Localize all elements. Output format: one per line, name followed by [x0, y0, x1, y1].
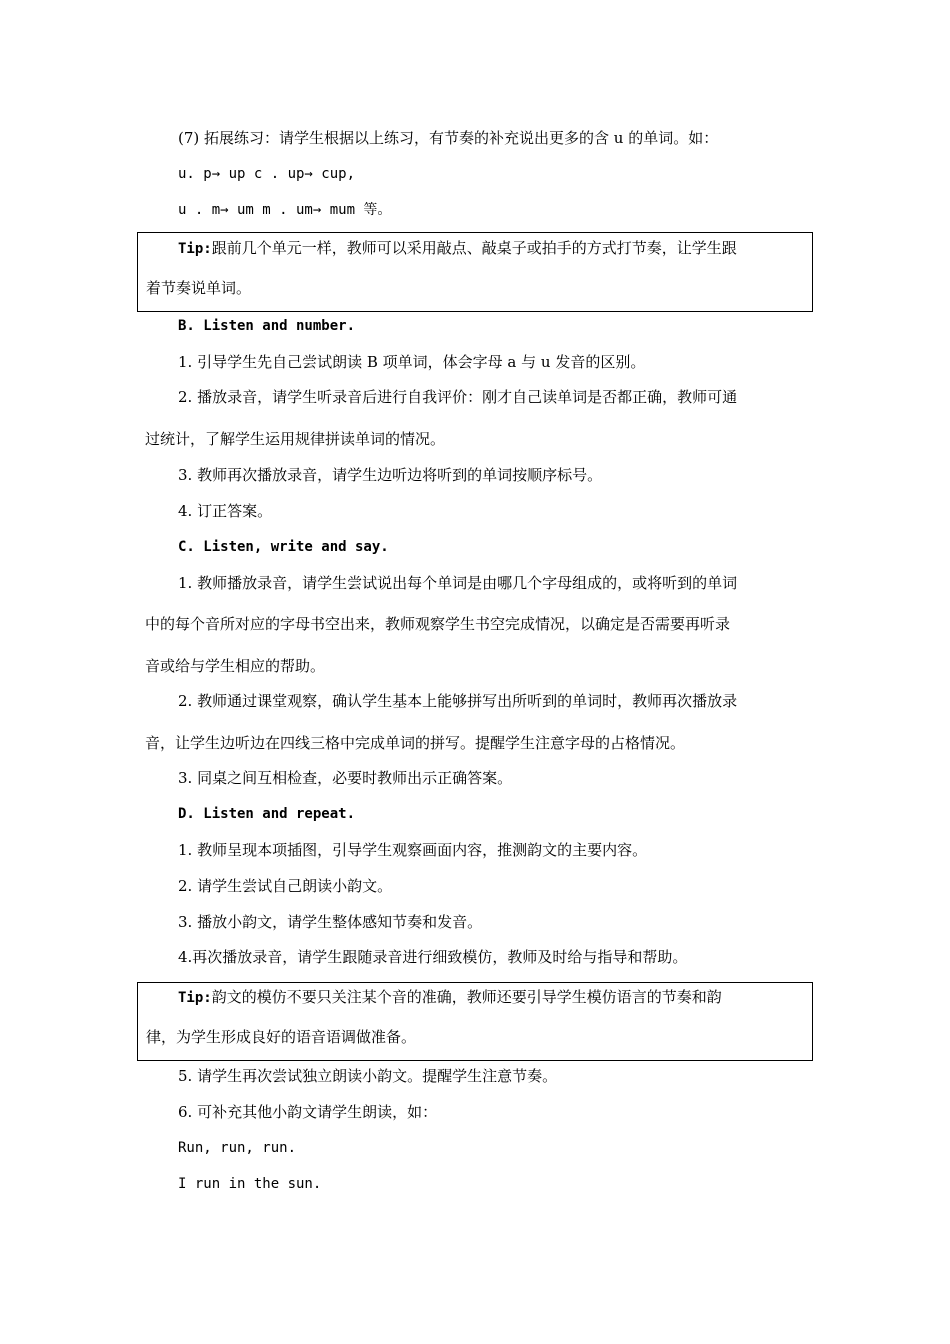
section-c-step-1-cont-1: 中的每个音所对应的字母书空出来，教师观察学生书空完成情况，以确定是否需要再听录 [145, 615, 731, 633]
tip-line-2: 着节奏说单词。 [146, 279, 252, 297]
section-d-heading: D. Listen and repeat. [178, 806, 356, 822]
section-c-step-1-cont-2: 音或给与学生相应的帮助。 [145, 657, 326, 675]
section-d-step-2: 2. 请学生尝试自己朗读小韵文。 [178, 877, 393, 895]
tip-text: 韵文的模仿不要只关注某个音的准确，教师还要引导学生模仿语言的节奏和韵 [211, 988, 722, 1006]
tip-line-1 [178, 238, 737, 259]
section-c-step-2: 2. 教师通过课堂观察，确认学生基本上能够拼写出所听到的单词时，教师再次播放录 [178, 692, 738, 710]
tip-label: Tip: [178, 990, 212, 1006]
tip-line-1 [178, 987, 722, 1008]
section-b-step-4: 4. 订正答案。 [178, 502, 273, 520]
tip-text: 跟前几个单元一样，教师可以采用敲点、敲桌子或拍手的方式打节奏，让学生跟 [211, 239, 737, 257]
rhyme-line-2: I run in the sun. [178, 1176, 322, 1192]
section-c-step-2-cont: 音，让学生边听边在四线三格中完成单词的拼写。提醒学生注意字母的占格情况。 [145, 734, 686, 752]
section-d-step-5: 5. 请学生再次尝试独立朗读小韵文。提醒学生注意节奏。 [178, 1067, 558, 1085]
section-c-step-3: 3. 同桌之间互相检查，必要时教师出示正确答案。 [178, 769, 513, 787]
section-b-step-1: 1. 引导学生先自己尝试朗读 B 项单词，体会字母 a 与 u 发音的区别。 [178, 353, 646, 371]
section-d-step-6: 6. 可补充其他小韵文请学生朗读，如： [178, 1103, 438, 1121]
tip-label: Tip: [178, 241, 212, 257]
tip-box-imitation [137, 982, 813, 1061]
tip-line-2: 律，为学生形成良好的语音语调做准备。 [146, 1028, 417, 1046]
rhyme-line-1: Run, run, run. [178, 1140, 297, 1156]
tip-box-rhythm [137, 232, 813, 312]
section-b-step-2-cont: 过统计，了解学生运用规律拼读单词的情况。 [145, 430, 446, 448]
section-b-step-2: 2. 播放录音，请学生听录音后进行自我评价：刚才自己读单词是否都正确，教师可通 [178, 388, 738, 406]
section-d-step-4: 4.再次播放录音，请学生跟随录音进行细致模仿，教师及时给与指导和帮助。 [178, 948, 688, 966]
section-c-heading: C. Listen, write and say. [178, 539, 389, 555]
section-c-step-1: 1. 教师播放录音，请学生尝试说出每个单词是由哪几个字母组成的，或将听到的单词 [178, 574, 738, 592]
extension-practice-instruction: (7) 拓展练习：请学生根据以上练习，有节奏的补充说出更多的含 u 的单词。如： [178, 129, 719, 147]
section-d-step-3: 3. 播放小韵文，请学生整体感知节奏和发音。 [178, 913, 483, 931]
example-words-line-1: u. p→ up c . up→ cup, [178, 166, 356, 182]
section-b-heading: B. Listen and number. [178, 318, 356, 334]
section-d-step-1: 1. 教师呈现本项插图，引导学生观察画面内容，推测韵文的主要内容。 [178, 841, 648, 859]
example-words-line-2: u . m→ um m . um→ mum 等。 [178, 202, 392, 218]
section-b-step-3: 3. 教师再次播放录音，请学生边听边将听到的单词按顺序标号。 [178, 466, 603, 484]
